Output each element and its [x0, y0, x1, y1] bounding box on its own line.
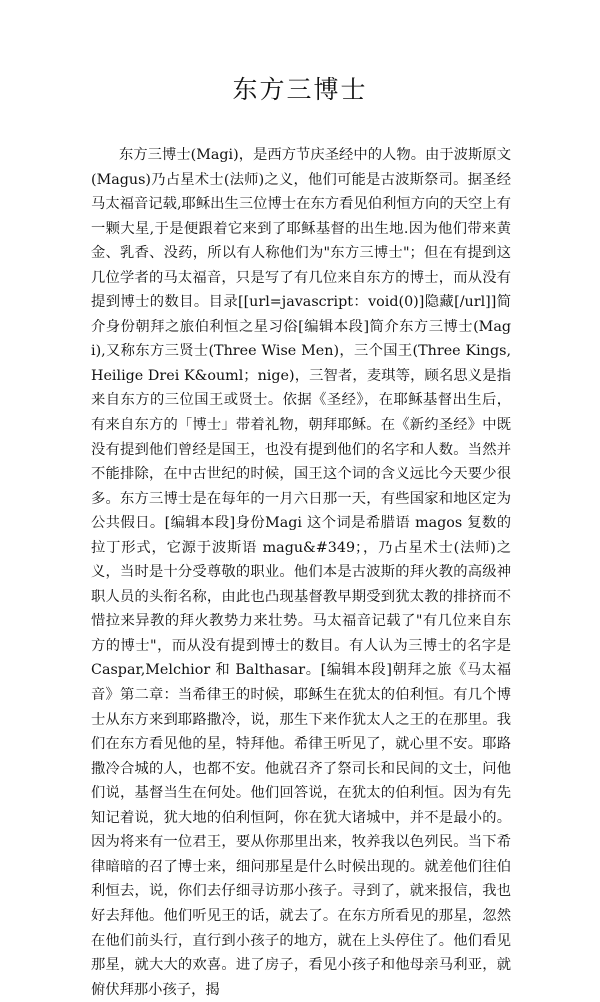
article-body: 东方三博士(Magi)，是西方节庆圣经中的人物。由于波斯原文(Magus)乃占星术士(法师)之义，他们可能是古波斯祭司。据圣经马太福音记载,耶稣出生三位博士在东方看见伯利恒方向的天空上有一颗大星,于是便跟着它来到了耶稣基督的出生地.因为他们带来黄金、乳香、没药，所以有人称他们为"东方三博士"；但在有提到这几位学者的马太福音，只是写了有几位来自东方的博士，而从没有提到博士的数目。目录[[url=javascript：void(0)]隐藏[/url]]简介身份朝拜之旅伯利恒之星习俗[编辑本段]简介东方三博士(Magi),又称东方三贤士(Three Wise Men)，三个国王(Three Kings,Heilige Drei K&ouml；nige)，三智者，麦琪等，顾名思义是指来自东方的三位国王或贤士。依据《圣经》，在耶稣基督出生后，有来自东方的「博士」带着礼物，朝拜耶稣。在《新约圣经》中既没有提到他们曾经是国王，也没有提到他们的名字和人数。当然并不能排除，在中古世纪的时候，国王这个词的含义远比今天要少很多。东方三博士是在每年的一月六日那一天，有些国家和地区定为公共假日。[编辑本段]身份Magi 这个词是希腊语 magos 复数的拉丁形式，它源于波斯语 magu&#349；，乃占星术士(法师)之义，当时是十分受尊敬的职业。他们本是古波斯的拜火教的高级神职人员的头衔名称，由此也凸现基督教早期受到犹太教的排挤而不惜拉来异教的拜火教势力来壮势。马太福音记载了"有几位来自东方的博士"，而从没有提到博士的数目。有人认为三博士的名字是 Caspar,Melchior 和 Balthasar。[编辑本段]朝拜之旅《马太福音》第二章：当希律王的时候，耶稣生在犹太的伯利恒。有几个博士从东方来到耶路撒冷，说，那生下来作犹太人之王的在那里。我们在东方看见他的星，特拜他。希律王听见了，就心里不安。耶路撒冷合城的人，也都不安。他就召齐了祭司长和民间的文士，问他们说，基督当生在何处。他们回答说，在犹太的伯利恒。因为有先知记着说，犹大地的伯利恒阿，你在犹大诸城中，并不是最小的。因为将来有一位君王，要从你那里出来，牧养我以色列民。当下希律暗暗的召了博士来，细问那星是什么时候出现的。就差他们往伯利恒去，说，你们去仔细寻访那小孩子。寻到了，就来报信，我也好去拜他。他们听见王的话，就去了。在东方所看见的那星，忽然在他们前头行，直行到小孩子的地方，就在上头停住了。他们看见那星，就大大的欢喜。进了房子，看见小孩子和他母亲马利亚，就俯伏拜那小孩子，揭	[91, 147, 511, 998]
page-title: 东方三博士	[232, 75, 368, 104]
